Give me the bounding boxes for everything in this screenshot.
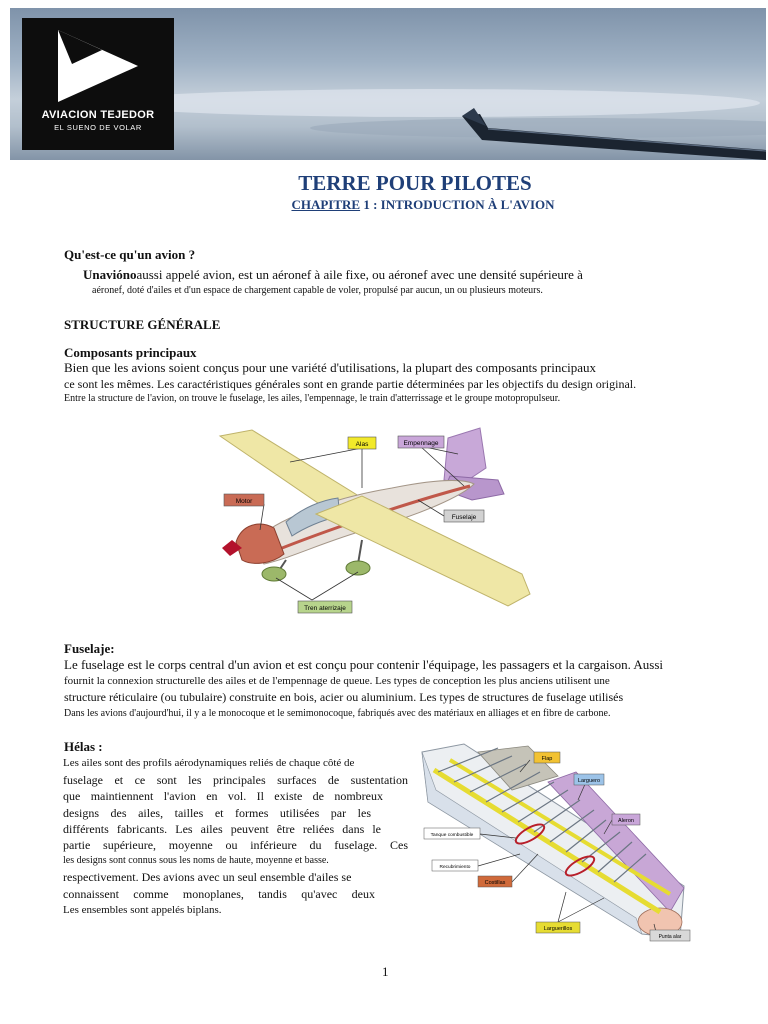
components-line-1: Bien que les avions soient conçus pour une variété d'utilisations, la plupart des composants principaux xyxy=(64,360,596,375)
logo-name: AVIACION TEJEDOR xyxy=(41,109,155,121)
components-line-2: ce sont les mêmes. Les caractéristiques générales sont en grande partie déterminées par les objectifs du design original. xyxy=(64,377,637,391)
fuselage-line-2: fournit la connexion structurelle des ailes et de l'empennage de queue. Les types de conception les plus anciens utilisent une xyxy=(64,675,610,687)
chapter-title xyxy=(0,197,768,213)
label-alas: Alas xyxy=(355,441,369,448)
fuselage-line-3: structure réticulaire (ou tubulaire) construite en bois, acier ou aluminium. Les types de structures de fuselage utilisés xyxy=(64,690,624,704)
components-line-3: Entre la structure de l'avion, on trouve le fuselage, les ailes, l'empennage, le train d'atterrissage et le groupe motopropulseur. xyxy=(64,393,561,404)
wings-line-7: les designs sont connus sous les noms de haute, moyenne et basse. xyxy=(63,855,329,866)
question-line-1-text: aussi appelé avion, est un aéronef à aile fixe, ou aéronef avec une densité supérieure à xyxy=(136,267,583,282)
label-recubrimiento: Recubrimiento xyxy=(439,865,471,870)
fuselage-heading: Fuselaje: xyxy=(64,641,115,656)
header-banner xyxy=(10,8,766,160)
question-line-2: aéronef, doté d'ailes et d'un espace de chargement capable de voler, propulsé par aucun, un ou plusieurs moteurs. xyxy=(92,285,543,296)
label-tren: Tren aterrizaje xyxy=(304,605,346,612)
question-line-1 xyxy=(83,267,583,283)
wings-line-3: que maintiennent l'avion en vol. Il existe de nombreux xyxy=(63,789,383,803)
label-motor: Motor xyxy=(235,498,253,505)
wing-structure-diagram xyxy=(408,742,694,942)
wings-line-9: connaissent comme monoplanes, tandis qu'avec deux xyxy=(63,887,375,901)
logo-tagline: EL SUENO DE VOLAR xyxy=(54,123,142,132)
fuselage-line-4: Dans les avions d'aujourd'hui, il y a le monocoque et le semimonocoque, fabriqués avec des matériaux en alliages et en fibre de carbone. xyxy=(64,708,611,719)
wings-line-5: différents fabricants. Les ailes peuvent être reliées dans le xyxy=(63,822,381,836)
page-number: 1 xyxy=(382,964,389,979)
airplane-components-diagram xyxy=(212,424,532,618)
wings-line-8: respectivement. Des avions avec un seul ensemble d'ailes se xyxy=(63,870,352,884)
wings-line-6: partie supérieure, moyenne ou inférieure du fuselage. Ces xyxy=(63,838,408,852)
label-aleron: Aleron xyxy=(618,818,634,824)
components-heading: Composants principaux xyxy=(64,345,197,360)
question-heading: Qu'est-ce qu'un avion ? xyxy=(64,247,196,262)
label-punta: Punta alar xyxy=(658,934,682,940)
label-costillas: Costillas xyxy=(484,880,506,886)
structure-heading: STRUCTURE GÉNÉRALE xyxy=(64,317,221,332)
label-fuselaje: Fuselaje xyxy=(451,514,477,521)
label-empennage: Empennage xyxy=(403,440,439,447)
company-logo xyxy=(22,18,174,150)
wings-line-10: Les ensembles sont appelés biplans. xyxy=(63,904,222,916)
fuselage-line-1: Le fuselage est le corps central d'un avion et est conçu pour contenir l'équipage, les passagers et la cargaison. Aussi xyxy=(64,657,663,672)
question-bold-word: Unavióno xyxy=(83,267,137,282)
document-title: TERRE POUR PILOTES xyxy=(298,171,532,195)
label-tanque: Tanque combustible xyxy=(430,833,474,838)
wings-line-1: Les ailes sont des profils aérodynamiques reliés de chaque côté de xyxy=(63,757,355,769)
paper-plane-icon xyxy=(58,30,138,102)
wings-line-4: designs des ailes, tailles et formes utilisées par les xyxy=(63,806,371,820)
label-flap: Flap xyxy=(541,756,553,762)
chapter-name: 1 : INTRODUCTION À L'AVION xyxy=(360,197,555,212)
wings-line-2: fuselage et ce sont les principales surfaces de sustentation xyxy=(63,773,408,787)
chapter-prefix: CHAPITRE xyxy=(291,197,361,212)
wings-heading: Hélas : xyxy=(64,739,103,754)
label-larguerillos: Larguerillos xyxy=(543,926,573,932)
label-larguero: Larguero xyxy=(577,778,601,784)
